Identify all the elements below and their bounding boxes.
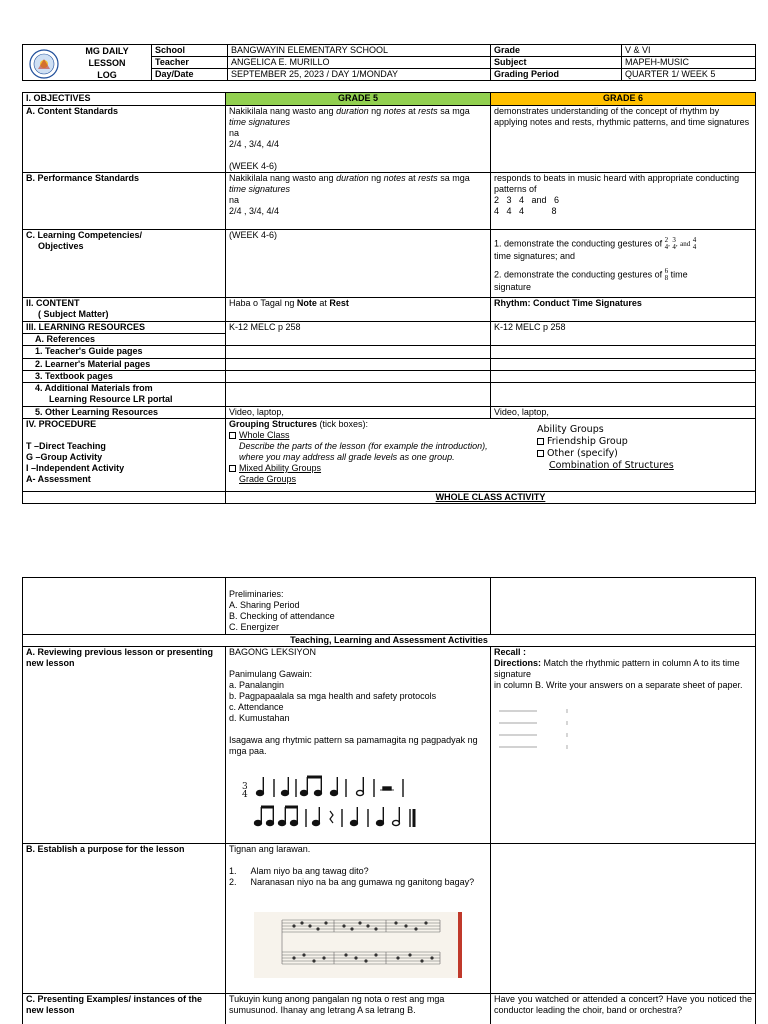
subject-label: Subject	[491, 57, 622, 69]
purpose-g5: Tignan ang larawan. 1. Alam niyo ba ang tawag dito? 2. Naranasan niyo na ba ang gumawa ng ganitong bagay?	[226, 844, 491, 994]
content-g6: Rhythm: Conduct Time Signatures	[491, 298, 756, 322]
grade-label: Grade	[491, 45, 622, 57]
school-value: BANGWAYIN ELEMENTARY SCHOOL	[228, 45, 491, 57]
time-signature-6-8: 6 8	[664, 267, 669, 282]
performance-standards-g6: responds to beats in music heard with appropriate conducting patterns of 2 3 4 and 6 4 4 4 8	[491, 173, 756, 230]
presenting-g5: Tukuyin kung anong pangalan ng nota o rest ang mga sumusunod. Ihanay ang letrang A sa letrang B.	[226, 994, 491, 1024]
date-label: Day/Date	[152, 69, 228, 81]
content-standards-g6: demonstrates understanding of the concept of rhythm by applying notes and rests, rhythmic patterns, and time signatures	[491, 106, 756, 173]
svg-text:3: 3	[242, 782, 248, 792]
reviewing-label: A. Reviewing previous lesson or presenting new lesson	[23, 647, 226, 844]
other-resources-label: 5. Other Learning Resources	[23, 407, 226, 419]
learning-resources-label: III. LEARNING RESOURCES	[23, 322, 226, 334]
content-standards-g5: Nakikilala nang wasto ang duration ng notes at rests sa mga time signatures na 2/4 , 3/4, 4/4 (WEEK 4-6)	[226, 106, 491, 173]
learning-competencies-g6: 1. demonstrate the conducting gestures of 2 4, 3 4, and 4 4 time signatures; and 2. demonstrate the conducting gestures of 6 8 time signature	[491, 230, 756, 298]
learning-resources-g6: K-12 MELC p 258	[491, 322, 756, 346]
other-specify-checkbox[interactable]	[537, 450, 544, 457]
grouping-structures-cell: Grouping Structures (tick boxes): Whole Class Describe the parts of the lesson (for example the introduction), where you may address all grade levels as one group. Mixed Ability Groups Grade Groups Ability Groups Friendship Group Other (specify) Combination of Structures	[226, 419, 756, 492]
rhythm-pattern-image	[240, 765, 460, 835]
time-signature-4-4: 4 4	[692, 236, 697, 251]
subject-value: MAPEH-MUSIC	[622, 57, 756, 69]
grade5-heading: GRADE 5	[226, 93, 491, 106]
tla-heading: Teaching, Learning and Assessment Activities	[23, 635, 756, 647]
textbook-pages-label: 3. Textbook pages	[23, 371, 226, 383]
presenting-g6: Have you watched or attended a concert? Have you noticed the conductor leading the choir, band or orchestra?	[491, 994, 756, 1024]
preliminaries-cell: Preliminaries: A. Sharing Period B. Checking of attendance C. Energizer	[226, 578, 491, 635]
presenting-label: C. Presenting Examples/ instances of the new lesson	[23, 994, 226, 1024]
content-label: II. CONTENT ( Subject Matter)	[23, 298, 226, 322]
performance-standards-g5: Nakikilala nang wasto ang duration ng notes at rests sa mga time signatures na 2/4 , 3/4, 4/4	[226, 173, 491, 230]
other-resources-g6: Video, laptop,	[491, 407, 756, 419]
grade6-heading: GRADE 6	[491, 93, 756, 106]
matching-exercise-image	[497, 703, 577, 753]
deped-seal-icon	[29, 49, 59, 79]
whole-class-activity-heading: WHOLE CLASS ACTIVITY	[226, 492, 756, 504]
time-signature-3-4: 3 4	[672, 236, 676, 251]
purpose-label: B. Establish a purpose for the lesson	[23, 844, 226, 994]
reviewing-g6: Recall : Directions: Match the rhythmic pattern in column A to its time signature in column B. Write your answers on a separate sheet of paper.	[491, 647, 756, 844]
sheet-music-image	[254, 912, 462, 978]
content-g5: Haba o Tagal ng Note at Rest	[226, 298, 491, 322]
time-signature-2-4: 2 4	[664, 236, 669, 251]
grading-period-label: Grading Period	[491, 69, 622, 81]
additional-materials-label: 4. Additional Materials from Learning Resource LR portal	[23, 383, 226, 407]
performance-standards-label: B. Performance Standards	[23, 173, 226, 230]
objectives-heading: I. OBJECTIVES	[23, 93, 226, 106]
svg-text:4: 4	[242, 790, 248, 800]
learning-resources-g5: K-12 MELC p 258	[226, 322, 491, 346]
daily-lesson-log-title: MG DAILY LESSON LOG	[85, 46, 129, 80]
reviewing-g5: BAGONG LEKSIYON Panimulang Gawain: a. Panalangin b. Pagpapaalala sa mga health and safety protocols c. Attendance d. Kumustahan Isagawa ang rhytmic pattern sa pamamagita ng pagpadyak ng mga paa. 3 4	[226, 647, 491, 844]
activities-table	[22, 577, 756, 1024]
mixed-ability-checkbox[interactable]	[229, 465, 236, 472]
school-label: School	[152, 45, 228, 57]
teacher-label: Teacher	[152, 57, 228, 69]
whole-class-checkbox[interactable]	[229, 432, 236, 439]
procedure-label: IV. PROCEDURE T –Direct Teaching G –Group Activity I –Independent Activity A- Assessment	[23, 419, 226, 492]
learners-material-label: 2. Learner's Material pages	[23, 359, 226, 371]
friendship-group-checkbox[interactable]	[537, 438, 544, 445]
references-label: A. References	[23, 334, 226, 346]
header-table	[22, 44, 756, 81]
teacher-value: ANGELICA E. MURILLO	[228, 57, 491, 69]
grading-period-value: QUARTER 1/ WEEK 5	[622, 69, 756, 81]
grade-value: V & VI	[622, 45, 756, 57]
content-standards-label: A. Content Standards	[23, 106, 226, 173]
header-title-cell	[23, 45, 152, 81]
learning-competencies-g5: (WEEK 4-6)	[226, 230, 491, 298]
other-resources-g5: Video, laptop,	[226, 407, 491, 419]
learning-competencies-label: C. Learning Competencies/ Objectives	[23, 230, 226, 298]
lesson-plan-table	[22, 92, 756, 504]
date-value: SEPTEMBER 25, 2023 / DAY 1/MONDAY	[228, 69, 491, 81]
teachers-guide-label: 1. Teacher's Guide pages	[23, 346, 226, 359]
